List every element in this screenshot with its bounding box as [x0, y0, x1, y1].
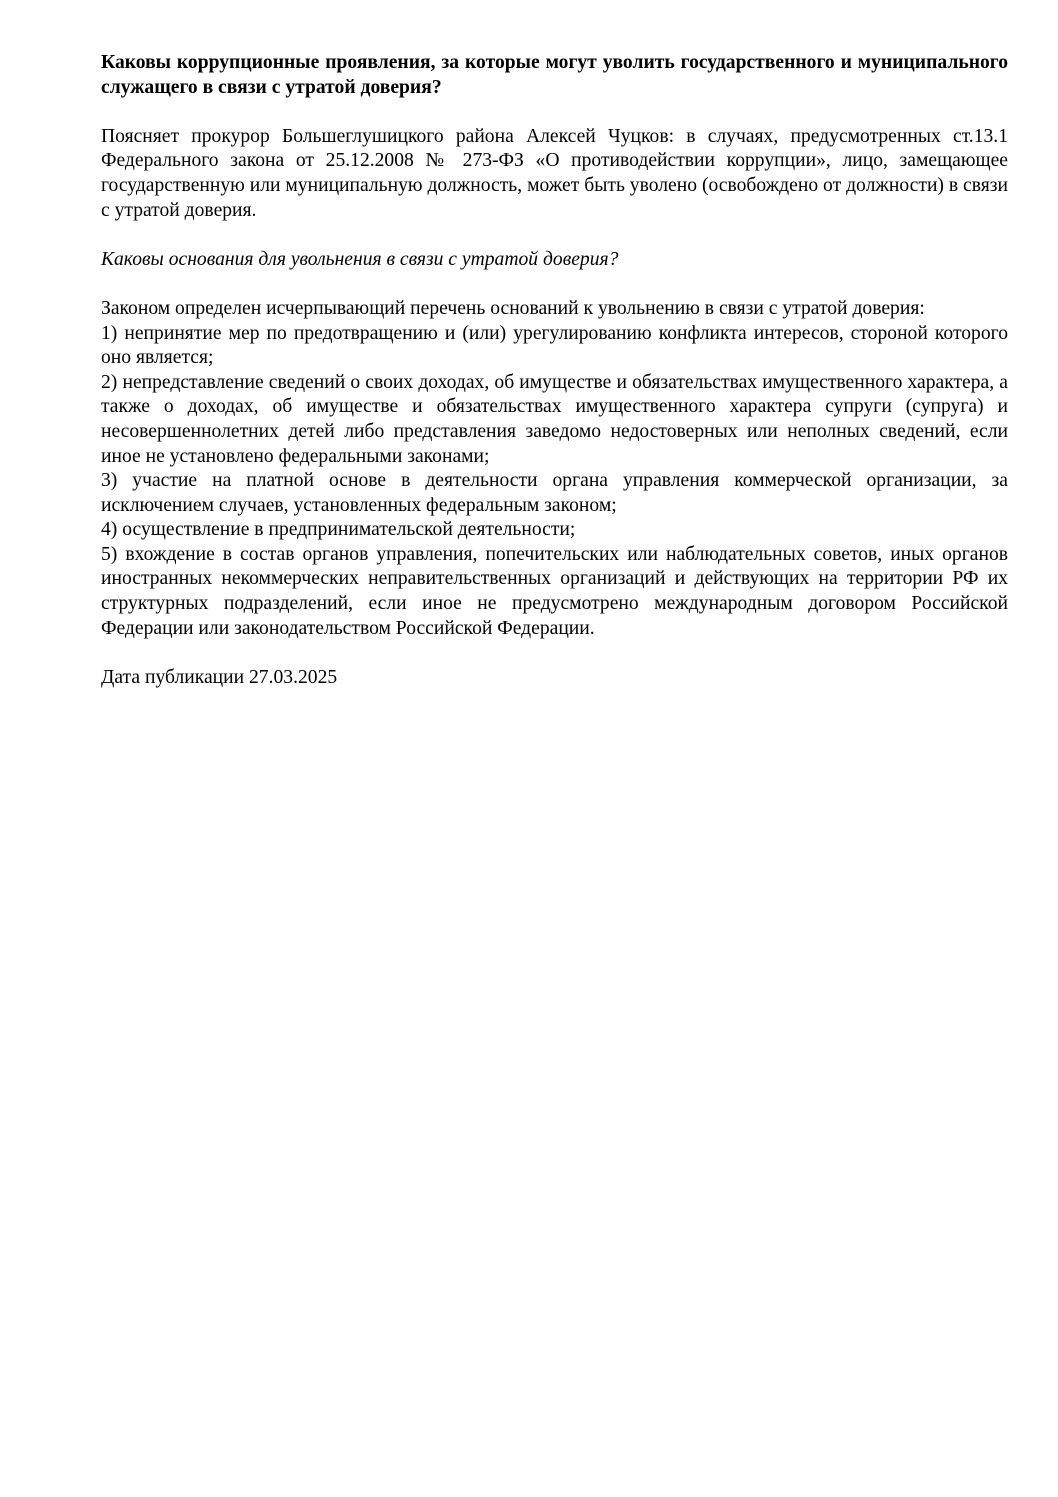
question-heading: Каковы основания для увольнения в связи с утратой доверия?	[101, 248, 619, 270]
publication-date: Дата публикации 27.03.2025	[101, 666, 338, 688]
document-page	[101, 51, 1008, 690]
list-item-3: 3) участие на платной основе в деятельности органа управления коммерческой организации, за исключением случаев, установленных федеральным законом;	[101, 470, 1008, 516]
spacer	[101, 100, 1008, 125]
list-item-5: 5) вхождение в состав органов управления, попечительских или наблюдательных советов, иных органов иностранных некоммерческих неправительственных организаций и действующих на территории РФ их структурных подразделений, если иное не предусмотрено международным договором Российской Федерации или законодательством Российской Федерации.	[101, 543, 1008, 639]
list-item-2: 2) непредставление сведений о своих доходах, об имуществе и обязательствах имущественного характера, а также о доходах, об имуществе и обязательствах имущественного характера супруги (супруга) и несовершеннолетних детей либо представления заведомо недостоверных или неполных сведений, если иное не установлено федеральными законами;	[101, 371, 1008, 467]
spacer	[101, 641, 1008, 666]
document-title: Каковы коррупционные проявления, за которые могут уволить государственного и муниципального служащего в связи с утратой доверия?	[101, 52, 1008, 98]
spacer	[101, 223, 1008, 248]
list-item-4: 4) осуществление в предпринимательской деятельности;	[101, 519, 576, 541]
list-intro: Законом определен исчерпывающий перечень оснований к увольнению в связи с утратой доверия:	[101, 297, 925, 319]
list-item-1: 1) непринятие мер по предотвращению и (или) урегулированию конфликта интересов, стороной которого оно является;	[101, 322, 1008, 369]
spacer	[101, 272, 1008, 297]
intro-paragraph: Поясняет прокурор Большеглушицкого района Алексей Чуцков: в случаях, предусмотренных ст.13.1 Федерального закона от 25.12.2008 № 273-ФЗ «О противодействии коррупции», лицо, замещающее государственную или муниципальную должность, может быть уволено (освобождено от должности) в связи с утратой доверия.	[101, 125, 1008, 221]
